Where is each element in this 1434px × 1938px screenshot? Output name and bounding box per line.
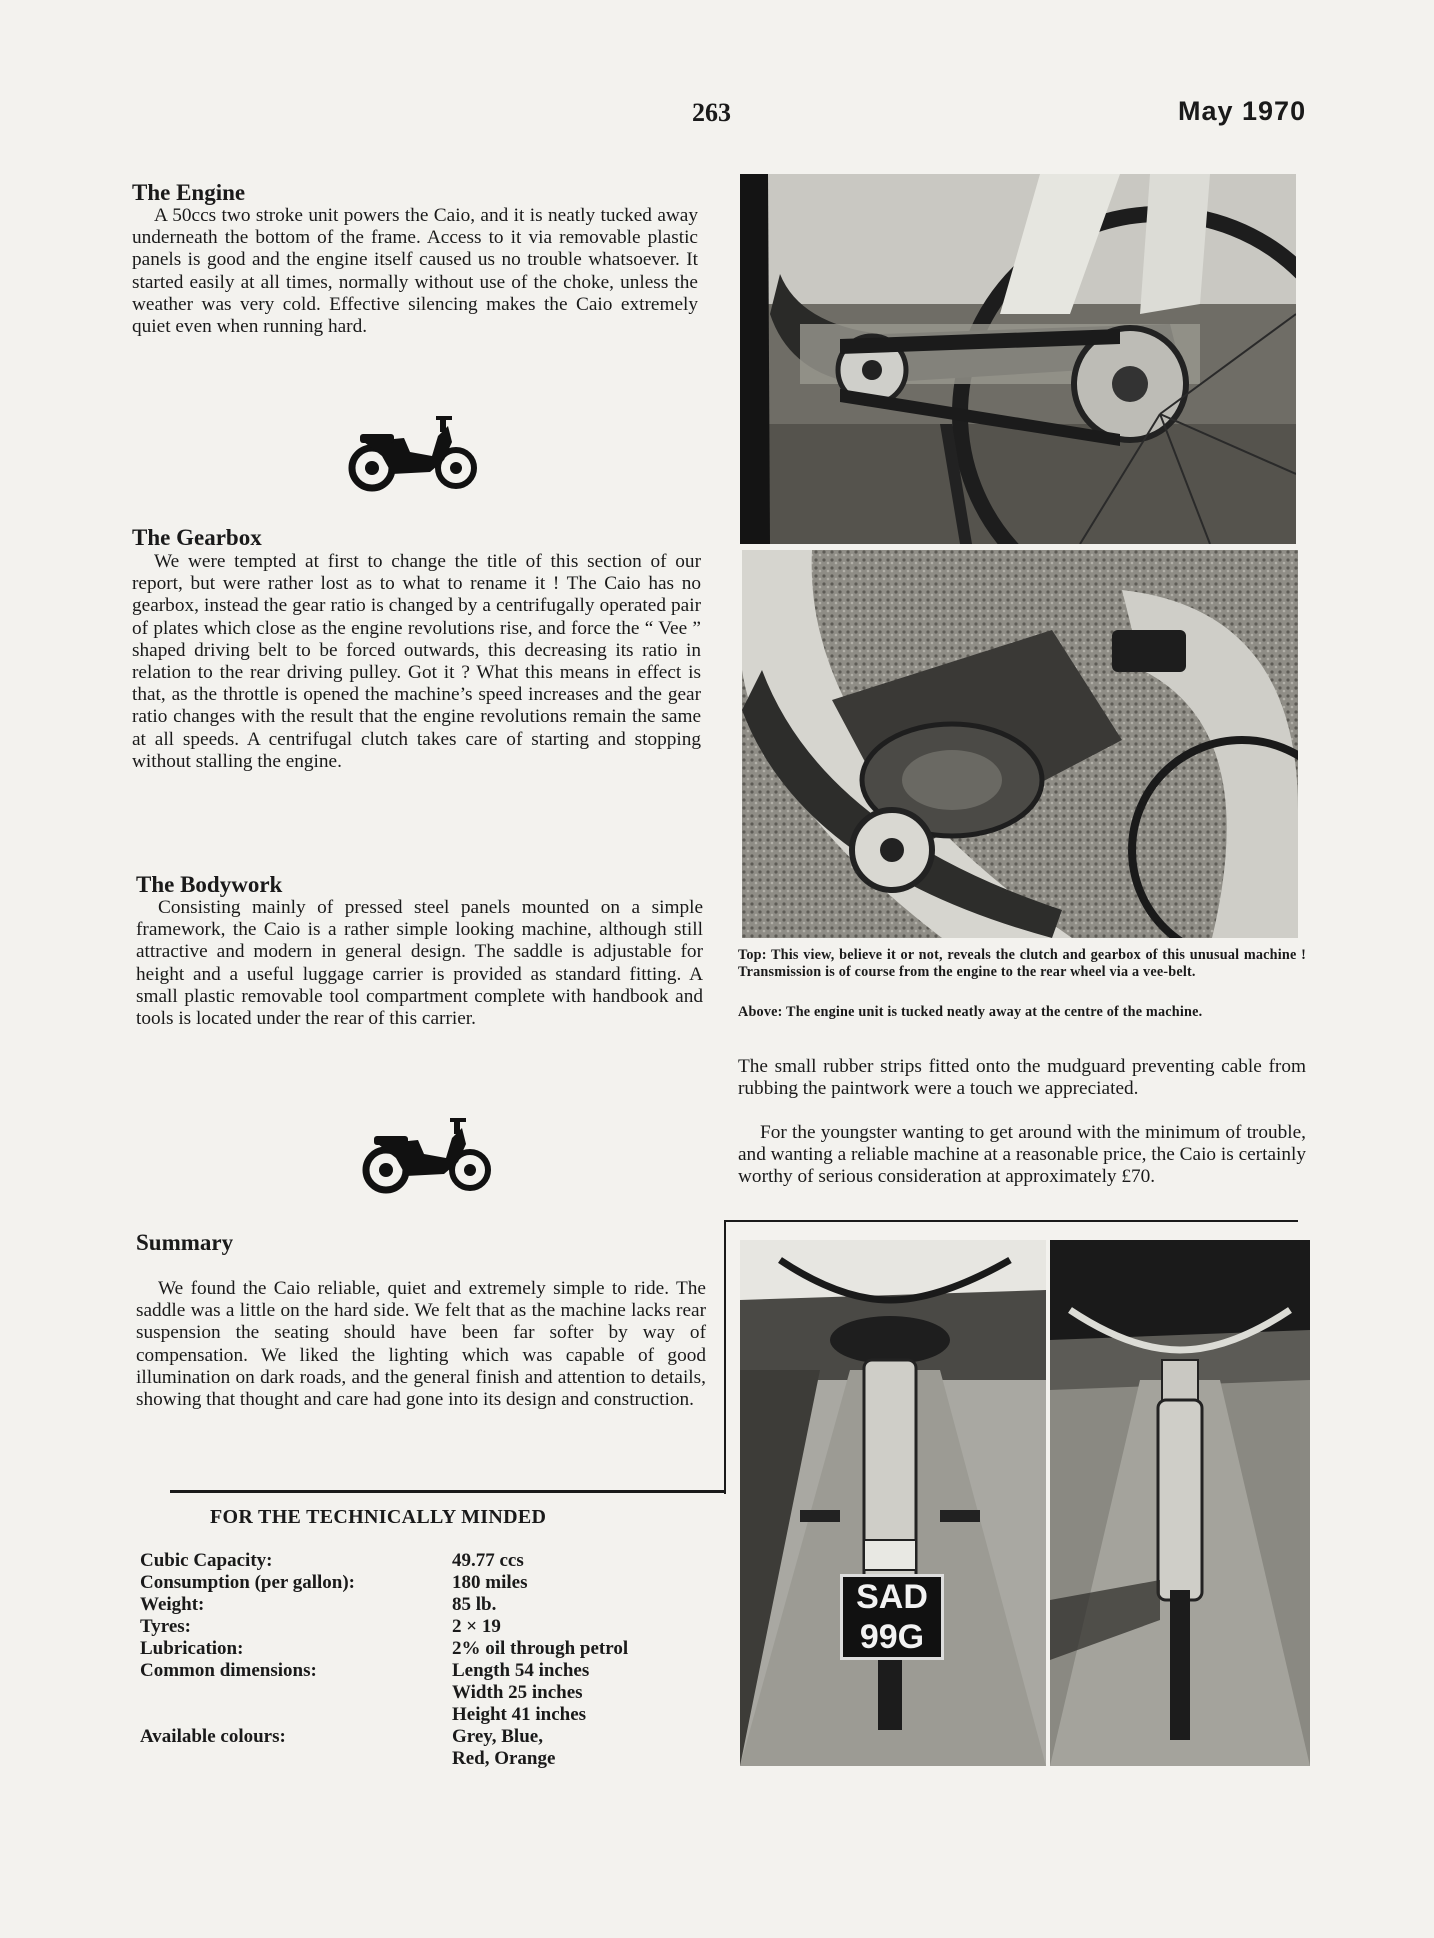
spec-value: 180 miles bbox=[452, 1572, 528, 1593]
conclusion-text: For the youngster wanting to get around with the minimum of trouble, and wanting a reliable machine at a reasonable price, the Caio is certainly worthy of serious consideration at approximately £70. bbox=[738, 1122, 1307, 1188]
engine-heading: The Engine bbox=[132, 180, 246, 205]
caption-top: Top: This view, believe it or not, reveals the clutch and gearbox of this unusual machine ! Transmission is of course from the engine to the rear wheel via a vee-belt. bbox=[738, 947, 1306, 980]
engine-unit-photo bbox=[742, 550, 1298, 938]
spec-label: Available colours: bbox=[140, 1726, 286, 1747]
page-number: 263 bbox=[692, 98, 731, 127]
spec-label: Lubrication: bbox=[140, 1638, 244, 1659]
gearbox-text: We were tempted at first to change the title of this section of our report, but were rather lost as to what to rename it ! The Caio has no gearbox, instead the gear ratio is changed by a centrifugally operated pair of plates which close as the engine revolutions rise, and force the “ Vee ” shaped driving belt to be forced outwards, this decreasing its ratio in relation to the rear driving pulley. Got it ? What this means in effect is that, as the throttle is opened the machine’s speed increases and the gear ratio changes with the result that the engine revolutions remain the same at all speeds. A centrifugal clutch takes care of starting and stopping without stalling the engine. bbox=[132, 551, 701, 772]
summary-box-rule bbox=[170, 1490, 726, 1493]
spec-value: Height 41 inches bbox=[452, 1704, 587, 1725]
spec-label: Common dimensions: bbox=[140, 1660, 317, 1681]
engine-text: A 50ccs two stroke unit powers the Caio, and it is neatly tucked away underneath the bottom of the frame. Access to it via removable plastic panels is good and the engine itself caused us no trouble whatsoever. It started easily at all times, normally without use of the choke, unless the weather was very cold. Effective silencing makes the Caio extremely quiet even when running hard. bbox=[132, 205, 698, 338]
spec-label: Weight: bbox=[140, 1594, 205, 1615]
spec-label: Cubic Capacity: bbox=[140, 1550, 273, 1571]
spec-value: Width 25 inches bbox=[452, 1682, 583, 1703]
caption-above: Above: The engine unit is tucked neatly away at the centre of the machine. bbox=[738, 1004, 1203, 1020]
photo-divider bbox=[724, 1220, 1298, 1222]
spec-label: Consumption (per gallon): bbox=[140, 1572, 356, 1593]
gearbox-heading: The Gearbox bbox=[132, 525, 262, 550]
bodywork-text: Consisting mainly of pressed steel panels mounted on a simple framework, the Caio is a rather simple looking machine, although still attractive and modern in general design. The saddle is adjustable for height and a useful luggage carrier is provided as standard fitting. A small plastic removable tool compartment complete with handbook and tools is located under the rear of this carrier. bbox=[136, 897, 703, 1030]
moped-icon bbox=[344, 412, 480, 496]
summary-text: We found the Caio reliable, quiet and extremely simple to ride. The saddle was a little on the hard side. We felt that as the machine lacks rear suspension the seating should have been far softer by way of compensation. We liked the lighting which was capable of good illumination on dark roads, and the general finish and attention to details, showing that thought and care had gone into its design and construction. bbox=[136, 1278, 706, 1411]
front-view-photo bbox=[740, 1240, 1046, 1766]
spec-value: 85 lb. bbox=[452, 1594, 497, 1615]
plate-line-2: 99G bbox=[859, 1618, 925, 1656]
tech-title: FOR THE TECHNICALLY MINDED bbox=[210, 1506, 547, 1528]
spec-value: 2% oil through petrol bbox=[452, 1638, 629, 1659]
issue-date: May 1970 bbox=[1178, 96, 1307, 126]
summary-heading: Summary bbox=[136, 1230, 234, 1255]
spec-label: Tyres: bbox=[140, 1616, 192, 1637]
clutch-gearbox-photo bbox=[740, 174, 1296, 544]
moped-icon bbox=[358, 1114, 494, 1198]
plate-line-1: SAD bbox=[856, 1578, 928, 1616]
spec-value: 49.77 ccs bbox=[452, 1550, 524, 1571]
summary-box-rule bbox=[724, 1220, 726, 1494]
bodywork-heading: The Bodywork bbox=[136, 872, 283, 897]
rubber-strips-text: The small rubber strips fitted onto the mudguard preventing cable from rubbing the paintwork were a touch we appreciated. bbox=[738, 1056, 1306, 1100]
number-plate bbox=[840, 1574, 944, 1660]
rear-view-photo bbox=[1050, 1240, 1310, 1766]
spec-value: Grey, Blue, bbox=[452, 1726, 543, 1747]
spec-value: 2 × 19 bbox=[452, 1616, 501, 1637]
spec-value: Length 54 inches bbox=[452, 1660, 590, 1681]
spec-value: Red, Orange bbox=[452, 1748, 556, 1769]
